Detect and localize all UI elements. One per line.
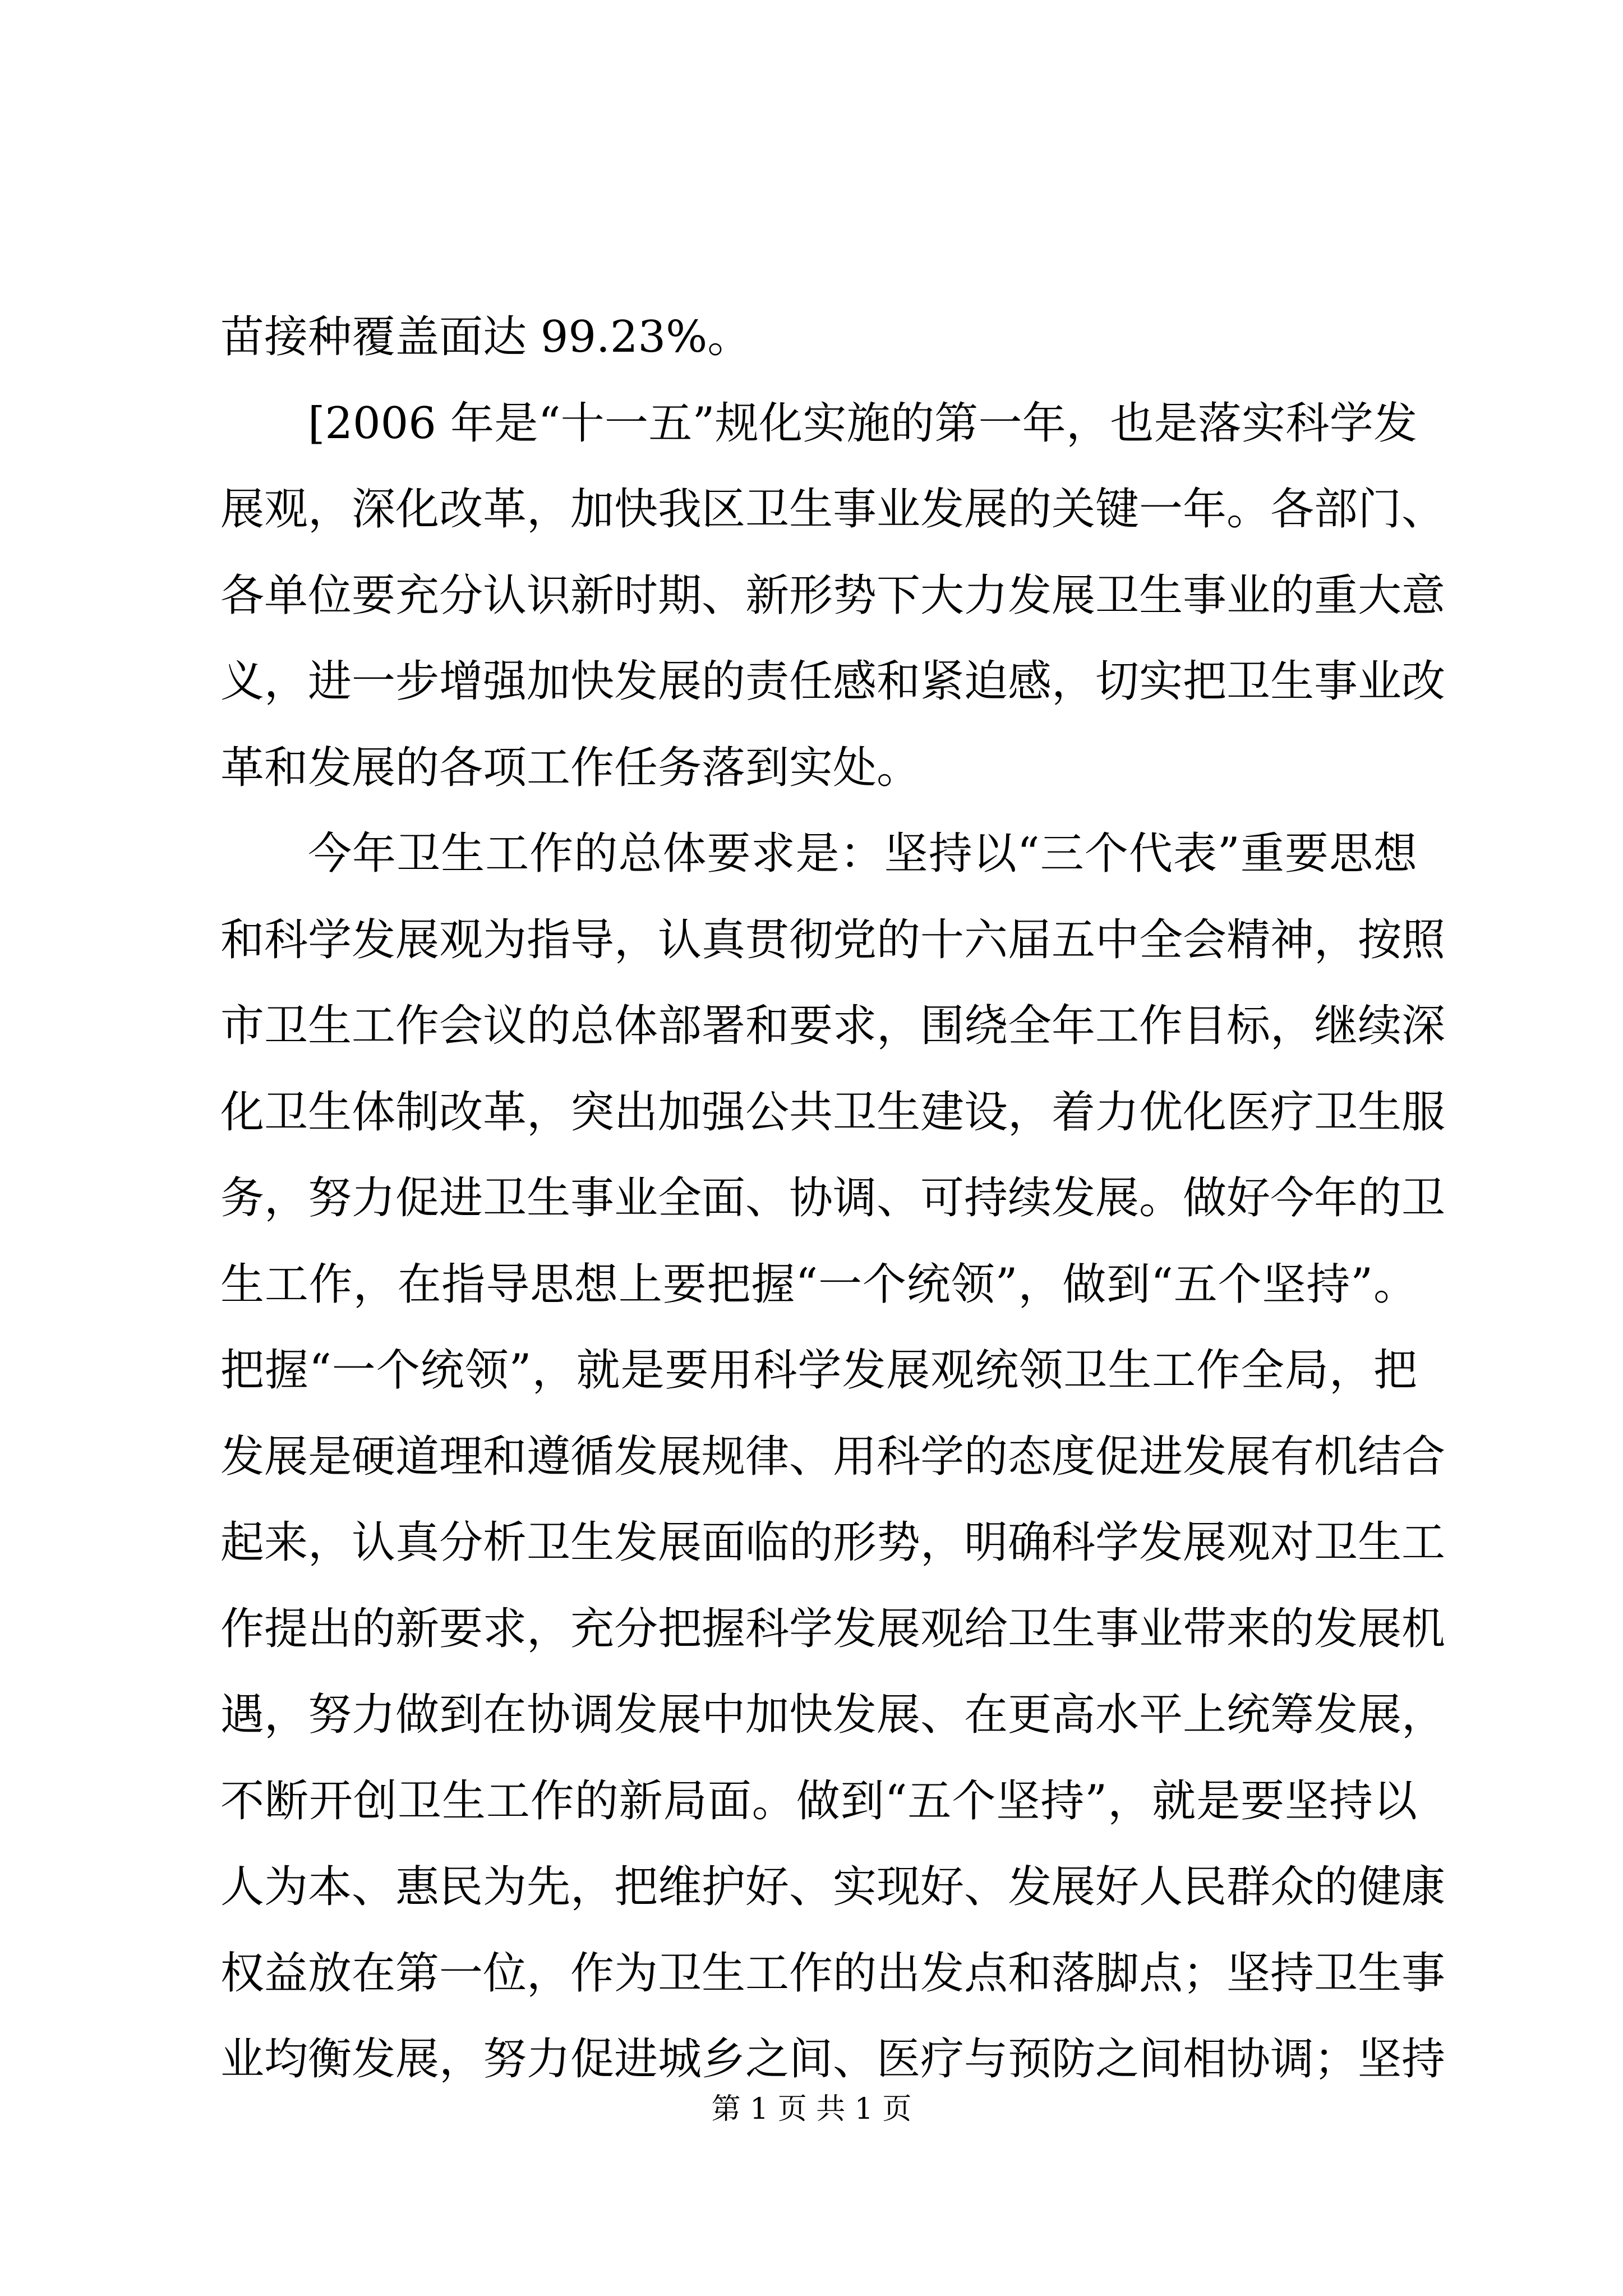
text-line-21: 业均衡发展，努力促进城乡之间、医疗与预防之间相协调；坚持 bbox=[220, 2034, 1446, 2085]
text-line-10: 化卫生体制改革，突出加强公共卫生建设，着力优化医疗卫生服 bbox=[220, 1087, 1446, 1138]
text-line-20: 权益放在第一位，作为卫生工作的出发点和落脚点；坚持卫生事 bbox=[220, 1948, 1446, 1999]
text-line-12: 生工作，在指导思想上要把握“一个统领”，做到“五个坚持”。 bbox=[220, 1259, 1417, 1310]
text-line-7: 今年卫生工作的总体要求是：坚持以“三个代表”重要思想 bbox=[308, 829, 1417, 879]
text-line-6: 革和发展的各项工作任务落到实处。 bbox=[220, 742, 921, 793]
text-line-16: 作提出的新要求，充分把握科学发展观给卫生事业带来的发展机 bbox=[220, 1603, 1446, 1654]
text-line-2: [2006 年是“十一五”规化实施的第一年，也是落实科学发 bbox=[308, 398, 1417, 449]
text-line-13: 把握“一个统领”，就是要用科学发展观统领卫生工作全局，把 bbox=[220, 1345, 1417, 1396]
document-body bbox=[220, 295, 1446, 2103]
page-number-label: 第 1 页 共 1 页 bbox=[711, 2092, 912, 2126]
text-line-5: 义，进一步增强加快发展的责任感和紧迫感，切实把卫生事业改 bbox=[220, 656, 1446, 707]
text-line-4: 各单位要充分认识新时期、新形势下大力发展卫生事业的重大意 bbox=[220, 570, 1446, 621]
text-line-18: 不断开创卫生工作的新局面。做到“五个坚持”，就是要坚持以 bbox=[220, 1775, 1417, 1826]
text-line-3: 展观，深化改革，加快我区卫生事业发展的关键一年。各部门、 bbox=[220, 484, 1446, 535]
page-footer bbox=[0, 2087, 1623, 2132]
text-line-19: 人为本、惠民为先，把维护好、实现好、发展好人民群众的健康 bbox=[220, 1862, 1446, 1912]
text-line-17: 遇，努力做到在协调发展中加快发展、在更高水平上统筹发展， bbox=[220, 1690, 1446, 1740]
text-line-15: 起来，认真分析卫生发展面临的形势，明确科学发展观对卫生工 bbox=[220, 1517, 1446, 1568]
text-line-1: 苗接种覆盖面达 99.23%。 bbox=[220, 312, 751, 362]
text-line-14: 发展是硬道理和遵循发展规律、用科学的态度促进发展有机结合 bbox=[220, 1431, 1446, 1482]
text-line-9: 市卫生工作会议的总体部署和要求，围绕全年工作目标，继续深 bbox=[220, 1001, 1446, 1051]
text-line-11: 务，努力促进卫生事业全面、协调、可持续发展。做好今年的卫 bbox=[220, 1173, 1446, 1223]
text-line-8: 和科学发展观为指导，认真贯彻党的十六届五中全会精神，按照 bbox=[220, 914, 1446, 965]
